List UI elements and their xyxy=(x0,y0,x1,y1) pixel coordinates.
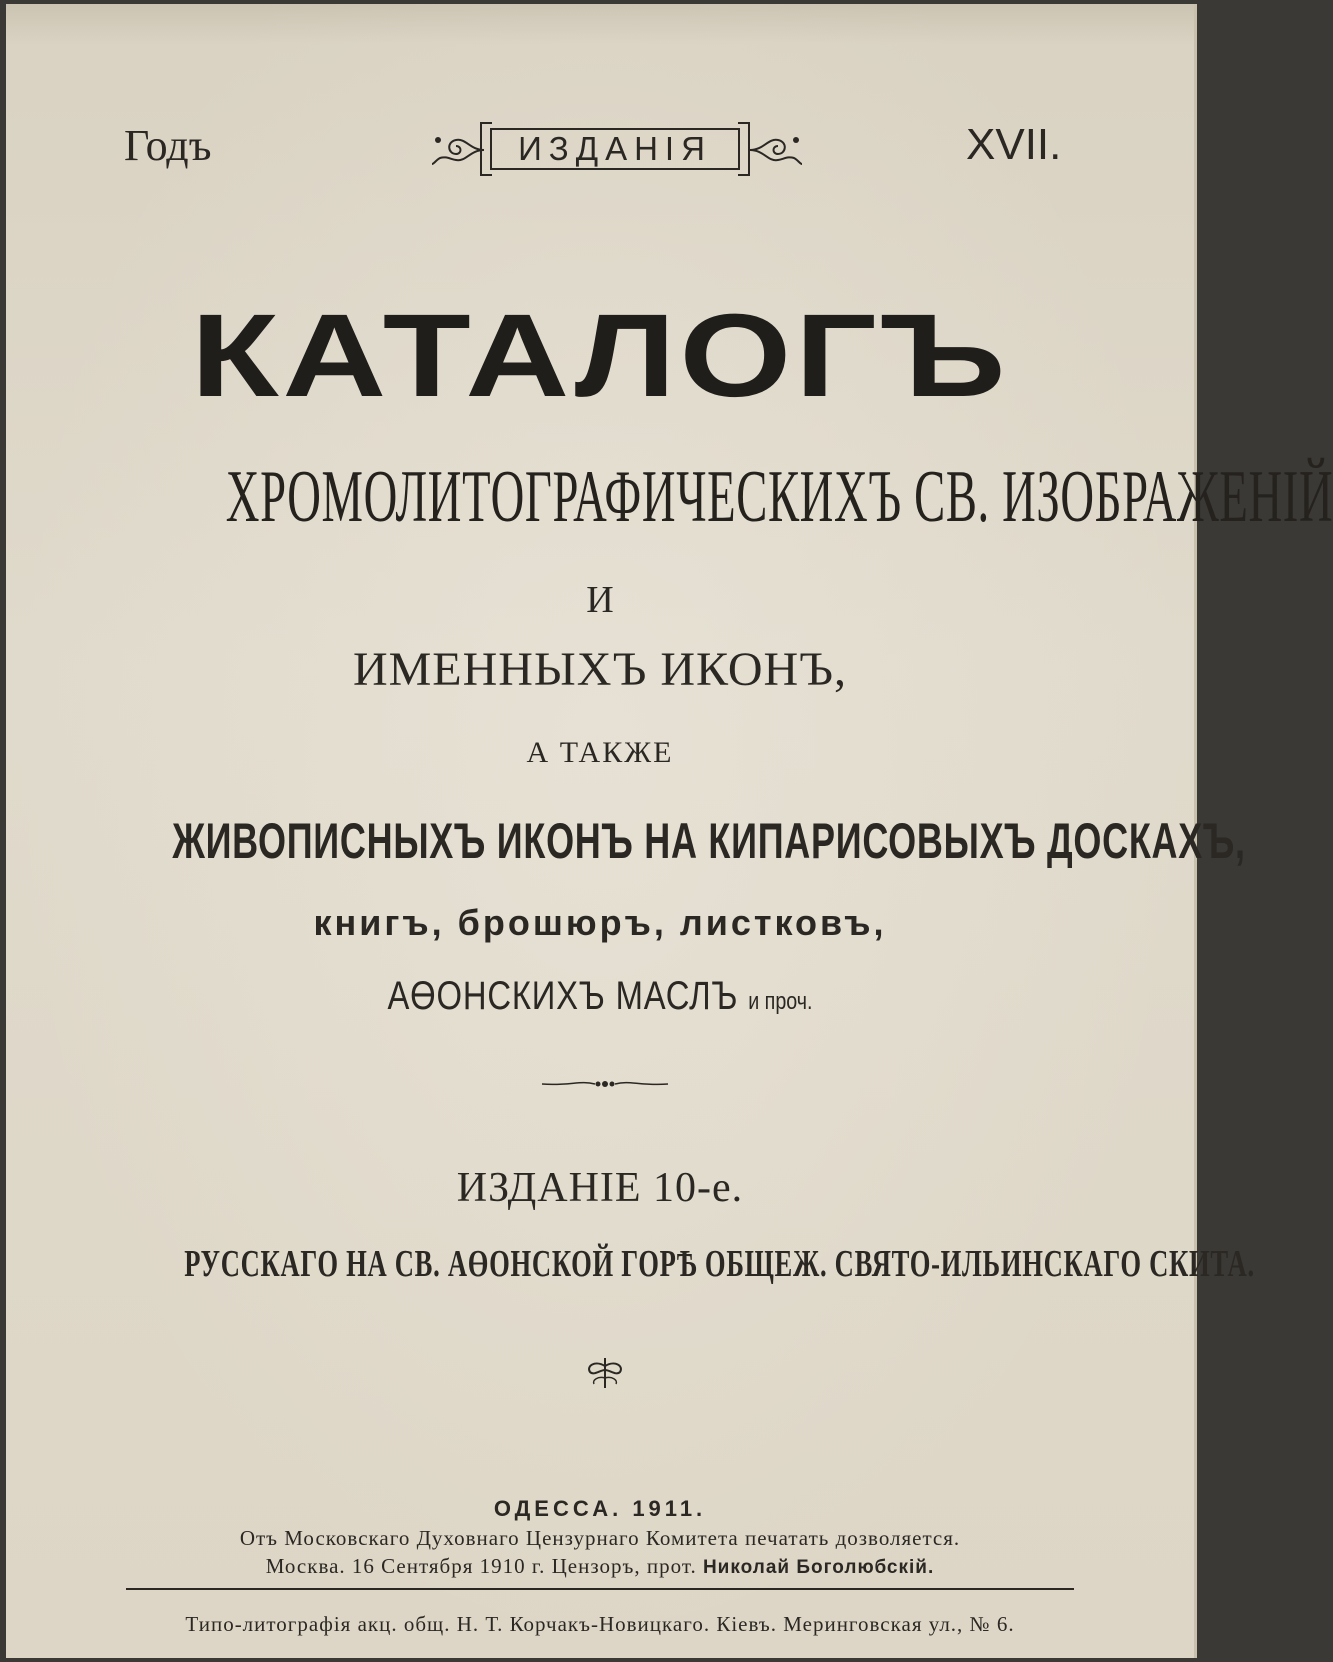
edition-number: ИЗДАНІЕ 10-е. xyxy=(456,1165,744,1211)
moscow-date: Москва. 16 Сентября 1910 г. Цензоръ, прот. xyxy=(265,1554,697,1578)
edition-label-box: ИЗДАНІЯ xyxy=(490,128,740,170)
athos-oils-text: АӨОНСКИХЪ МАСЛЪ xyxy=(387,974,739,1018)
painted-icons-line: ЖИВОПИСНЫХЪ ИКОНЪ НА КИПАРИСОВЫХЪ ДОСКАХЪ, xyxy=(172,813,1246,869)
censorship-note: Отъ Московскаго Духовнаго Цензурнаго Комитета печатать дозволяется. xyxy=(239,1526,961,1550)
censor-date-line xyxy=(6,1554,1194,1579)
main-title: КАТАЛОГЪ xyxy=(190,290,1010,422)
etc-text: и проч. xyxy=(748,988,813,1015)
censor-name: Николай Боголюбскій. xyxy=(702,1557,935,1578)
also-line: А ТАКЖЕ xyxy=(526,736,674,769)
athos-oils-line xyxy=(113,974,1087,1019)
publisher-skete: РУССКАГО НА СВ. АӨОНСКОЙ ГОРѢ ОБЩЕЖ. СВЯТО-ИЛЬИНСКАГО СКИТА. xyxy=(184,1243,1255,1285)
city-year: ОДЕССА. 1911. xyxy=(493,1496,707,1521)
fleuron-icon xyxy=(580,1356,630,1390)
year-number: XVII. xyxy=(966,120,1062,169)
conjunction: И xyxy=(586,579,614,621)
printer-imprint: Типо-литографія акц. общ. Н. Т. Корчакъ-Новицкаго. Кіевъ. Меринговская ул., № 6. xyxy=(185,1612,1015,1636)
named-icons-line: ИМЕННЫХЪ ИКОНЪ, xyxy=(352,643,848,696)
footer-rule xyxy=(126,1588,1074,1590)
subtitle-chromolithographic: ХРОМОЛИТОГРАФИЧЕСКИХЪ СВ. ИЗОБРАЖЕНІЙ xyxy=(225,456,1333,538)
ornamental-divider xyxy=(540,1074,670,1094)
year-label: Годъ xyxy=(124,121,212,170)
books-line: книгъ, брошюръ, листковъ, xyxy=(313,902,887,943)
catalog-title-page xyxy=(6,4,1333,1658)
right-scroll-ornament xyxy=(748,132,804,168)
left-scroll-ornament xyxy=(430,132,486,168)
